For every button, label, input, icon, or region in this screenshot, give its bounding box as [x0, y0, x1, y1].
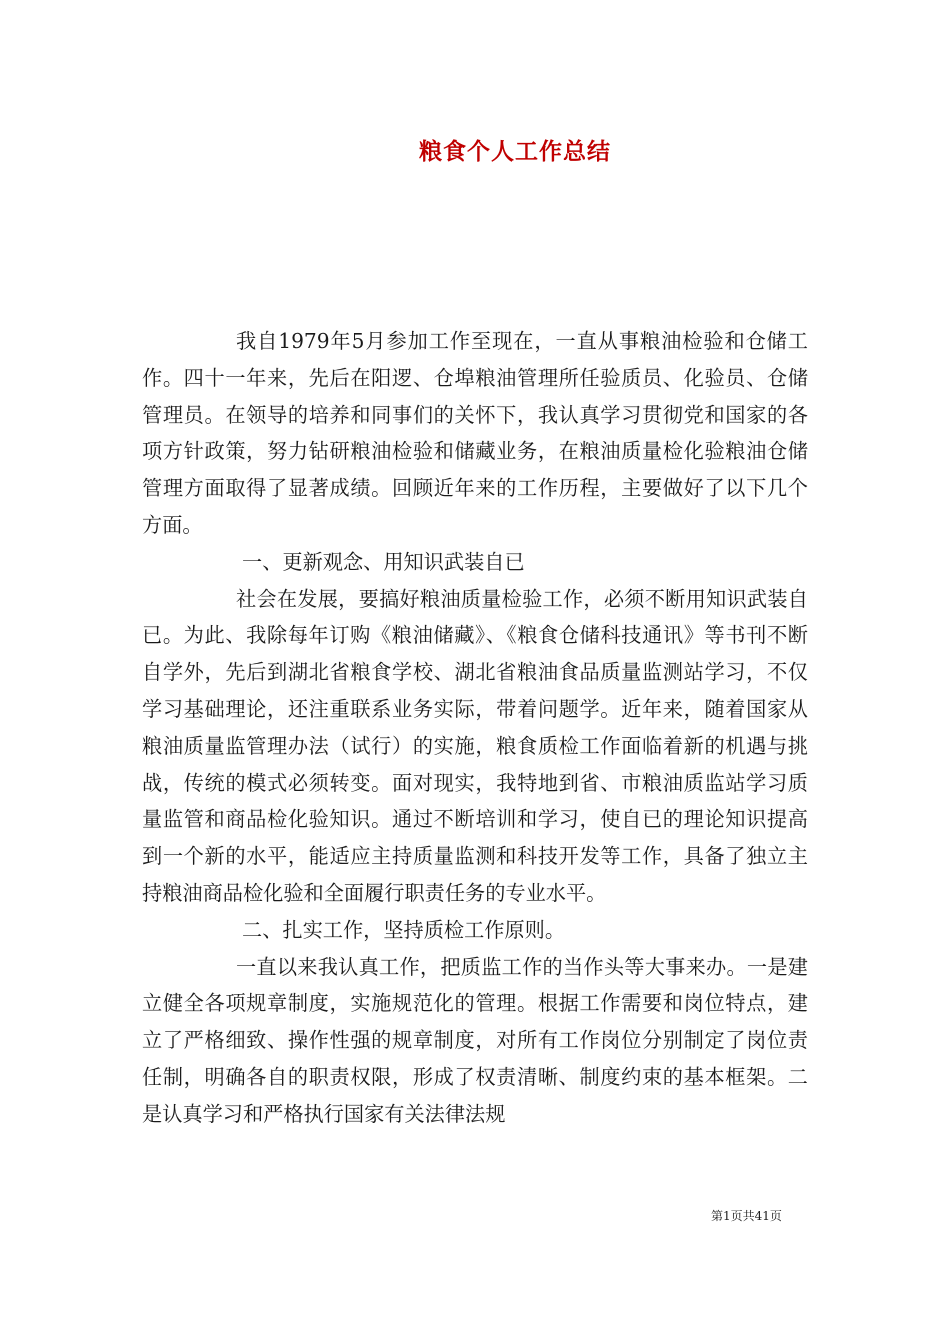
paragraph-section-1: 社会在发展，要搞好粮油质量检验工作，必须不断用知识武装自已。为此、我除每年订购《粮油储藏》、《粮食仓储科技通讯》等书刊不断自学外，先后到湖北省粮食学校、湖北省粮油食品质量监测站学习，不仅学习基础理论，还注重联系业务实际，带着问题学。近年来，随着国家从粮油质量监管理办法（试行）的实施，粮食质检工作面临着新的机遇与挑战，传统的模式必须转变。面对现实，我特地到省、市粮油质监站学习质量监管和商品检化验知识。通过不断培训和学习，使自已的理论知识提高到一个新的水平，能适应主持质量监测和科技开发等工作，具备了独立主持粮油商品检化验和全面履行职责任务的专业水平。 [142, 586, 808, 905]
paragraph-section-2: 一直以来我认真工作，把质监工作的当作头等大事来办。一是建立健全各项规章制度，实施规范化的管理。根据工作需要和岗位特点，建立了严格细致、操作性强的规章制度，对所有工作岗位分别制定了岗位责任制，明确各自的职责权限，形成了权责清晰、制度约束的基本框架。二是认真学习和严格执行国家有关法律法规 [142, 954, 808, 1126]
page-number-footer: 第1页共41页 [711, 1209, 782, 1223]
section-heading-1: 一、更新观念、用知识武装自已 [242, 549, 525, 574]
document-body [142, 323, 808, 1133]
paragraph-intro: 我自1979年5月参加工作至现在，一直从事粮油检验和仓储工作。四十一年来，先后在阳逻、仓埠粮油管理所任验质员、化验员、仓储管理员。在领导的培养和同事们的关怀下，我认真学习贯彻党和国家的各项方针政策，努力钻研粮油检验和储藏业务，在粮油质量检化验粮油仓储管理方面取得了显著成绩。回顾近年来的工作历程，主要做好了以下几个方面。 [142, 329, 808, 537]
document-title: 粮食个人工作总结 [419, 138, 611, 165]
section-heading-2: 二、扎实工作，坚持质检工作原则。 [242, 917, 566, 942]
